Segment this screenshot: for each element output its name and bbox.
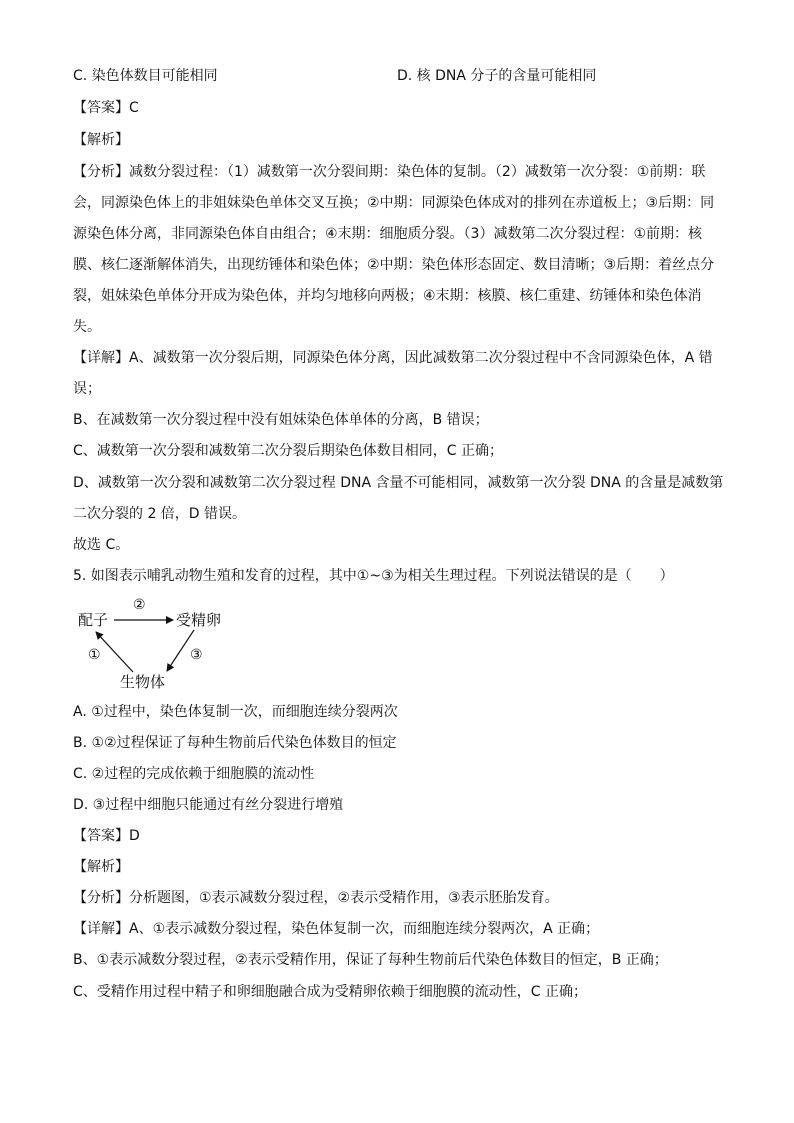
q4-option-c: C. 染色体数目可能相同: [73, 68, 218, 84]
q5-option-c: C. ②过程的完成依赖于细胞膜的流动性: [73, 766, 315, 782]
node-gamete: 配子: [78, 611, 109, 629]
q4-option-d: D. 核 DNA 分子的含量可能相同: [397, 68, 597, 84]
label-process-1: ①: [88, 647, 101, 663]
q4-detail-line: 二次分裂的 2 倍，D 错误。: [73, 506, 247, 522]
q4-analysis-line: 膜、核仁逐渐解体消失，出现纺锤体和染色体；②中期：染色体形态固定、数目清晰；③后期：着丝点分: [73, 257, 715, 273]
label-process-2: ②: [133, 597, 146, 613]
q5-detail-line: C、受精作用过程中精子和卵细胞融合成为受精卵依赖于细胞膜的流动性，C 正确；: [73, 984, 587, 1000]
q5-answer: 【答案】D: [73, 828, 140, 844]
q5-option-b: B. ①②过程保证了每种生物前后代染色体数目的恒定: [73, 735, 397, 751]
q4-detail-line: B、在减数第一次分裂过程中没有姐妹染色体单体的分离，B 错误；: [73, 412, 489, 428]
label-process-3: ③: [190, 647, 203, 663]
q4-analysis-heading: 【解析】: [73, 132, 129, 148]
q4-detail-line: D、减数第一次分裂和减数第二次分裂过程 DNA 含量不可能相同，减数第一次分裂 DNA 的含量是减数第: [73, 475, 724, 491]
arrow-organism-to-gamete: [96, 632, 133, 672]
q4-analysis-line: 【分析】减数分裂过程：（1）减数第一次分裂间期：染色体的复制。（2）减数第一次分裂：①前期：联: [73, 164, 706, 180]
q4-detail-line: 【详解】A、减数第一次分裂后期，同源染色体分离，因此减数第二次分裂过程中不含同源染色体，A 错: [73, 350, 713, 366]
q5-analysis: 【分析】分析题图，①表示减数分裂过程，②表示受精作用，③表示胚胎发育。: [73, 890, 559, 906]
node-zygote: 受精卵: [176, 611, 222, 629]
q5-option-a: A. ①过程中，染色体复制一次，而细胞连续分裂两次: [73, 704, 398, 720]
q5-option-d: D. ③过程中细胞只能通过有丝分裂进行增殖: [73, 797, 344, 813]
q5-stem: 5. 如图表示哺乳动物生殖和发育的过程，其中①~③为相关生理过程。下列说法错误的是（ ）: [73, 568, 674, 584]
q4-detail-line: 故选 C。: [73, 537, 130, 553]
q4-detail-line: 误；: [73, 381, 101, 397]
q5-detail-line: B、①表示减数分裂过程，②表示受精作用，保证了每种生物前后代染色体数目的恒定，B 正确；: [73, 952, 668, 968]
reproduction-cycle-diagram: [76, 596, 236, 692]
q4-analysis-line: 会，同源染色体上的非姐妹染色单体交叉互换；②中期：同源染色体成对的排列在赤道板上；③后期：同: [73, 195, 715, 211]
q4-analysis-line: 失。: [73, 319, 101, 335]
q5-detail-line: 【详解】A、①表示减数分裂过程，染色体复制一次，而细胞连续分裂两次，A 正确；: [73, 921, 600, 937]
node-organism: 生物体: [120, 673, 166, 691]
q5-analysis-heading: 【解析】: [73, 859, 129, 875]
q4-analysis-line: 裂，姐妹染色单体分开成为染色体，并均匀地移向两极；④末期：核膜、核仁重建、纺锤体和染色体消: [73, 288, 702, 304]
q4-analysis-line: 源染色体分离，非同源染色体自由组合；④末期：细胞质分裂。（3）减数第二次分裂过程：①前期：核: [73, 226, 703, 242]
q4-answer: 【答案】C: [73, 100, 139, 116]
q4-detail-line: C、减数第一次分裂和减数第二次分裂后期染色体数目相同，C 正确；: [73, 443, 503, 459]
